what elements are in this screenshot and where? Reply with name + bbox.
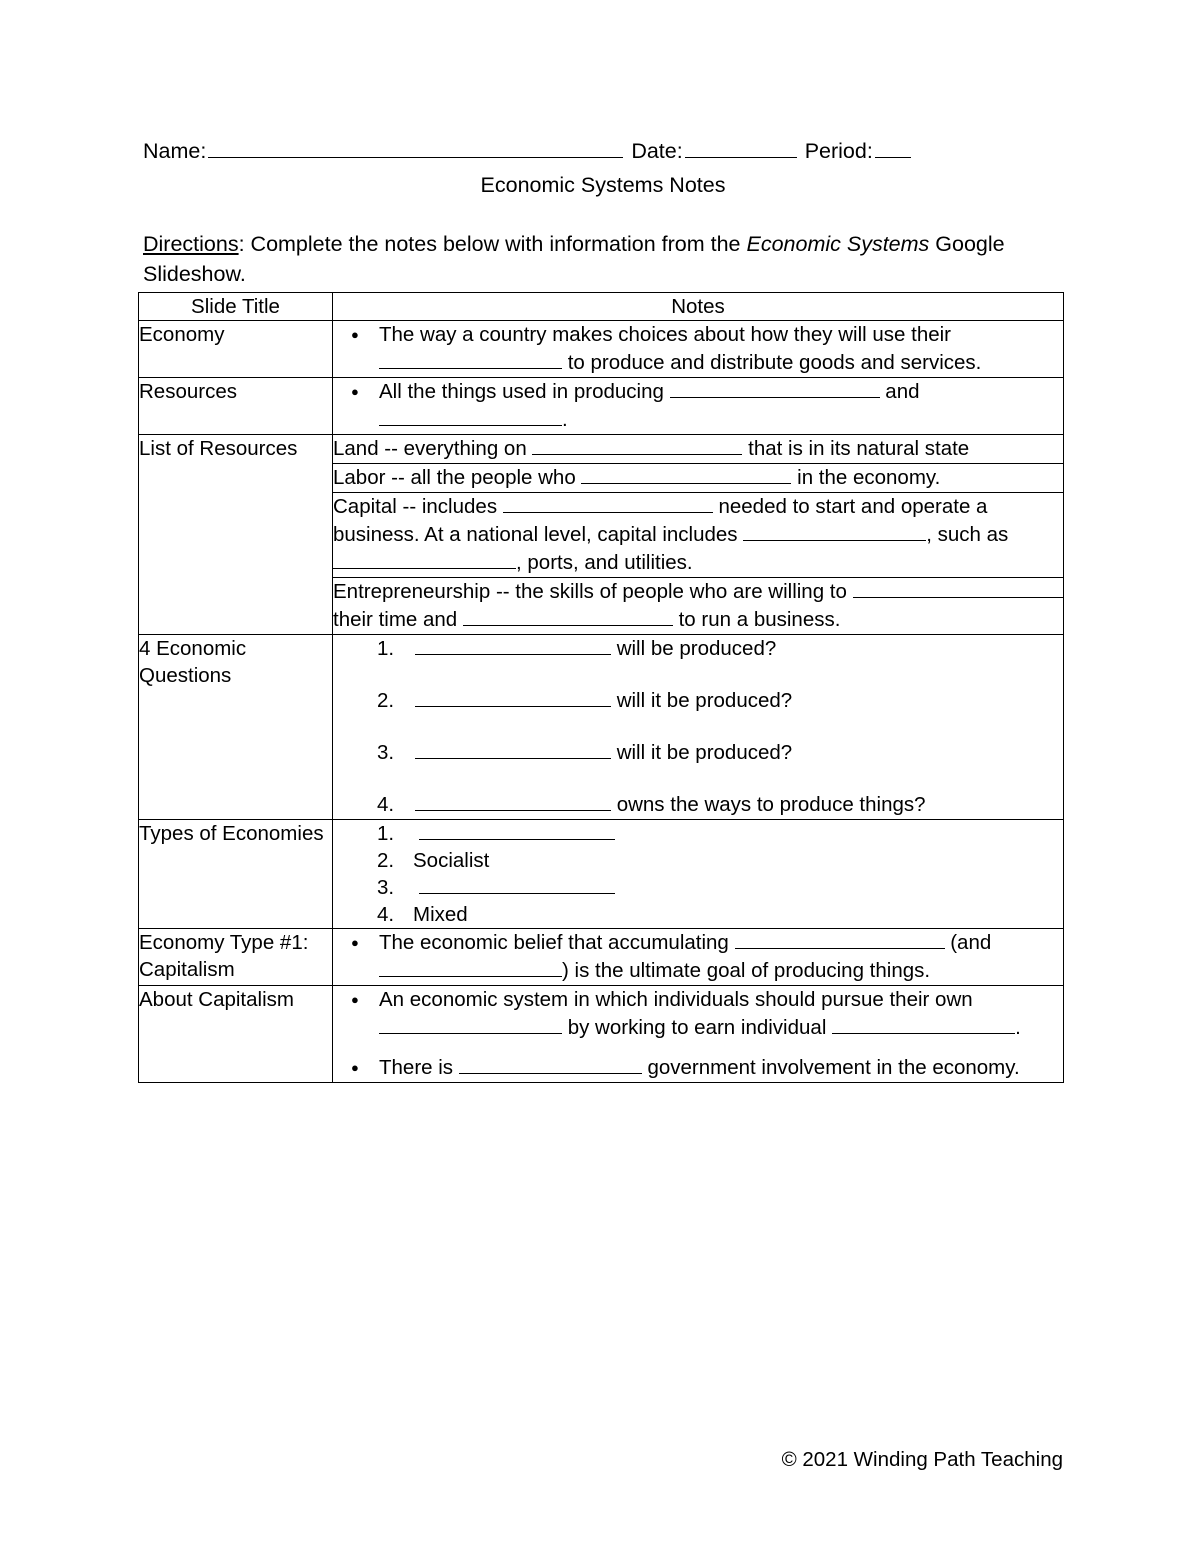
period-label: Period: xyxy=(804,139,873,163)
column-header-slide-title: Slide Title xyxy=(139,293,333,321)
slide-title-cell: Economy xyxy=(139,321,333,378)
notes-table xyxy=(138,292,1064,1083)
table-row xyxy=(139,378,1064,435)
note-text: The way a country makes choices about how they will use their xyxy=(379,323,951,346)
notes-cell xyxy=(333,321,1064,378)
notes-cell xyxy=(333,986,1064,1083)
fill-in-blank[interactable] xyxy=(415,635,611,655)
date-label: Date: xyxy=(631,139,683,163)
note-text: Land -- everything on xyxy=(333,437,533,460)
slide-title-cell: 4 Economic Questions xyxy=(139,635,333,820)
resource-definition xyxy=(333,464,1063,493)
note-text: , such as xyxy=(926,523,1009,546)
note-text: The economic belief that accumulating xyxy=(379,931,735,954)
table-row xyxy=(139,635,1064,820)
note-numbered-item xyxy=(413,901,1063,928)
fill-in-blank[interactable] xyxy=(415,739,611,759)
note-bullet-item xyxy=(379,378,1063,434)
fill-in-blank[interactable] xyxy=(670,378,880,398)
notes-cell xyxy=(333,378,1064,435)
table-header-row xyxy=(139,293,1064,321)
page-title: Economic Systems Notes xyxy=(480,173,726,197)
note-text: . xyxy=(1015,1016,1021,1039)
note-text: to produce and distribute goods and services. xyxy=(562,351,982,374)
note-numbered-list xyxy=(333,635,1063,819)
directions-slideshow-name: Economic Systems xyxy=(746,232,930,256)
note-bullet-list xyxy=(333,929,1063,985)
note-text: Entrepreneurship -- the skills of people who are willing to xyxy=(333,580,853,603)
note-numbered-item xyxy=(413,687,1063,715)
slide-title-cell: Types of Economies xyxy=(139,820,333,929)
resource-subrow xyxy=(333,464,1063,493)
table-body xyxy=(139,321,1064,1083)
fill-in-blank[interactable] xyxy=(532,435,742,455)
resource-subtable xyxy=(333,435,1063,634)
fill-in-blank[interactable] xyxy=(333,549,516,569)
table-row xyxy=(139,986,1064,1083)
fill-in-blank[interactable] xyxy=(419,874,615,894)
note-numbered-item xyxy=(413,820,1063,847)
note-text: All the things used in producing xyxy=(379,380,670,403)
fill-in-blank[interactable] xyxy=(415,687,611,707)
slide-title-cell: Economy Type #1: Capitalism xyxy=(139,929,333,986)
note-text: in the economy. xyxy=(791,466,941,489)
note-text: . xyxy=(562,408,568,431)
directions-text xyxy=(143,229,1043,289)
note-bullet-item xyxy=(379,986,1063,1042)
note-text: by working to earn individual xyxy=(562,1016,833,1039)
resource-subrow xyxy=(333,435,1063,464)
note-text: An economic system in which individuals should pursue their own xyxy=(379,988,973,1011)
resource-subrow xyxy=(333,493,1063,578)
table-row xyxy=(139,321,1064,378)
note-bullet-item xyxy=(379,321,1063,377)
fill-in-blank[interactable] xyxy=(463,606,673,626)
directions-part-2: Google Slideshow. xyxy=(143,232,1005,286)
fill-in-blank[interactable] xyxy=(853,578,1063,598)
table-row xyxy=(139,929,1064,986)
fill-in-blank[interactable] xyxy=(379,957,562,977)
note-bullet-list xyxy=(333,321,1063,377)
name-label: Name: xyxy=(143,139,207,163)
slide-title-cell: List of Resources xyxy=(139,435,333,635)
note-text: , ports, and utilities. xyxy=(516,551,693,574)
notes-cell xyxy=(333,635,1064,820)
fill-in-blank[interactable] xyxy=(743,521,926,541)
note-text: Mixed xyxy=(413,903,468,926)
period-blank[interactable] xyxy=(875,137,911,158)
note-text: owns the ways to produce things? xyxy=(611,793,926,816)
fill-in-blank[interactable] xyxy=(379,1014,562,1034)
fill-in-blank[interactable] xyxy=(415,791,611,811)
directions-label: Directions xyxy=(143,232,239,256)
note-text: their time and xyxy=(333,608,463,631)
note-text: Labor -- all the people who xyxy=(333,466,582,489)
note-bullet-item xyxy=(379,929,1063,985)
note-text: that is in its natural state xyxy=(742,437,970,460)
resource-definition xyxy=(333,435,1063,464)
note-bullet-item xyxy=(379,1054,1063,1082)
fill-in-blank[interactable] xyxy=(735,929,945,949)
fill-in-blank[interactable] xyxy=(419,820,615,840)
note-text: ) is the ultimate goal of producing things. xyxy=(562,959,931,982)
notes-cell xyxy=(333,820,1064,929)
fill-in-blank[interactable] xyxy=(379,406,562,426)
name-blank[interactable] xyxy=(208,137,623,158)
note-text: will it be produced? xyxy=(611,689,793,712)
resource-definition xyxy=(333,493,1063,578)
note-text: Capital -- includes xyxy=(333,495,503,518)
note-text: will it be produced? xyxy=(611,741,793,764)
note-text: needed to start and operate a business. At a national level, capital includes xyxy=(333,495,988,546)
note-text: government involvement in the economy. xyxy=(641,1056,1020,1079)
fill-in-blank[interactable] xyxy=(503,493,713,513)
table-row xyxy=(139,820,1064,929)
note-text: will be produced? xyxy=(611,637,777,660)
note-bullet-list xyxy=(333,378,1063,434)
note-numbered-item xyxy=(413,874,1063,901)
note-numbered-item xyxy=(413,739,1063,767)
fill-in-blank[interactable] xyxy=(379,349,562,369)
note-bullet-list xyxy=(333,986,1063,1082)
copyright-footer: © 2021 Winding Path Teaching xyxy=(781,1448,1063,1471)
fill-in-blank[interactable] xyxy=(459,1054,642,1074)
note-numbered-item xyxy=(413,635,1063,663)
note-text: Socialist xyxy=(413,849,490,872)
slide-title-cell: About Capitalism xyxy=(139,986,333,1083)
notes-cell xyxy=(333,929,1064,986)
student-info-line xyxy=(143,136,1063,166)
column-header-notes: Notes xyxy=(333,293,1064,321)
note-text: to run a business. xyxy=(672,608,841,631)
table-row xyxy=(139,435,1064,635)
note-numbered-list xyxy=(333,820,1063,928)
note-text: (and xyxy=(944,931,992,954)
slide-title-cell: Resources xyxy=(139,378,333,435)
note-numbered-item xyxy=(413,847,1063,874)
directions-part-1: : Complete the notes below with information from the xyxy=(238,232,747,256)
note-numbered-item xyxy=(413,791,1063,819)
date-blank[interactable] xyxy=(685,137,797,158)
fill-in-blank[interactable] xyxy=(832,1014,1015,1034)
fill-in-blank[interactable] xyxy=(581,464,791,484)
resource-definition xyxy=(333,578,1063,635)
note-text: There is xyxy=(379,1056,459,1079)
note-text: and xyxy=(879,380,920,403)
resource-subrow xyxy=(333,578,1063,635)
notes-cell xyxy=(333,435,1064,635)
